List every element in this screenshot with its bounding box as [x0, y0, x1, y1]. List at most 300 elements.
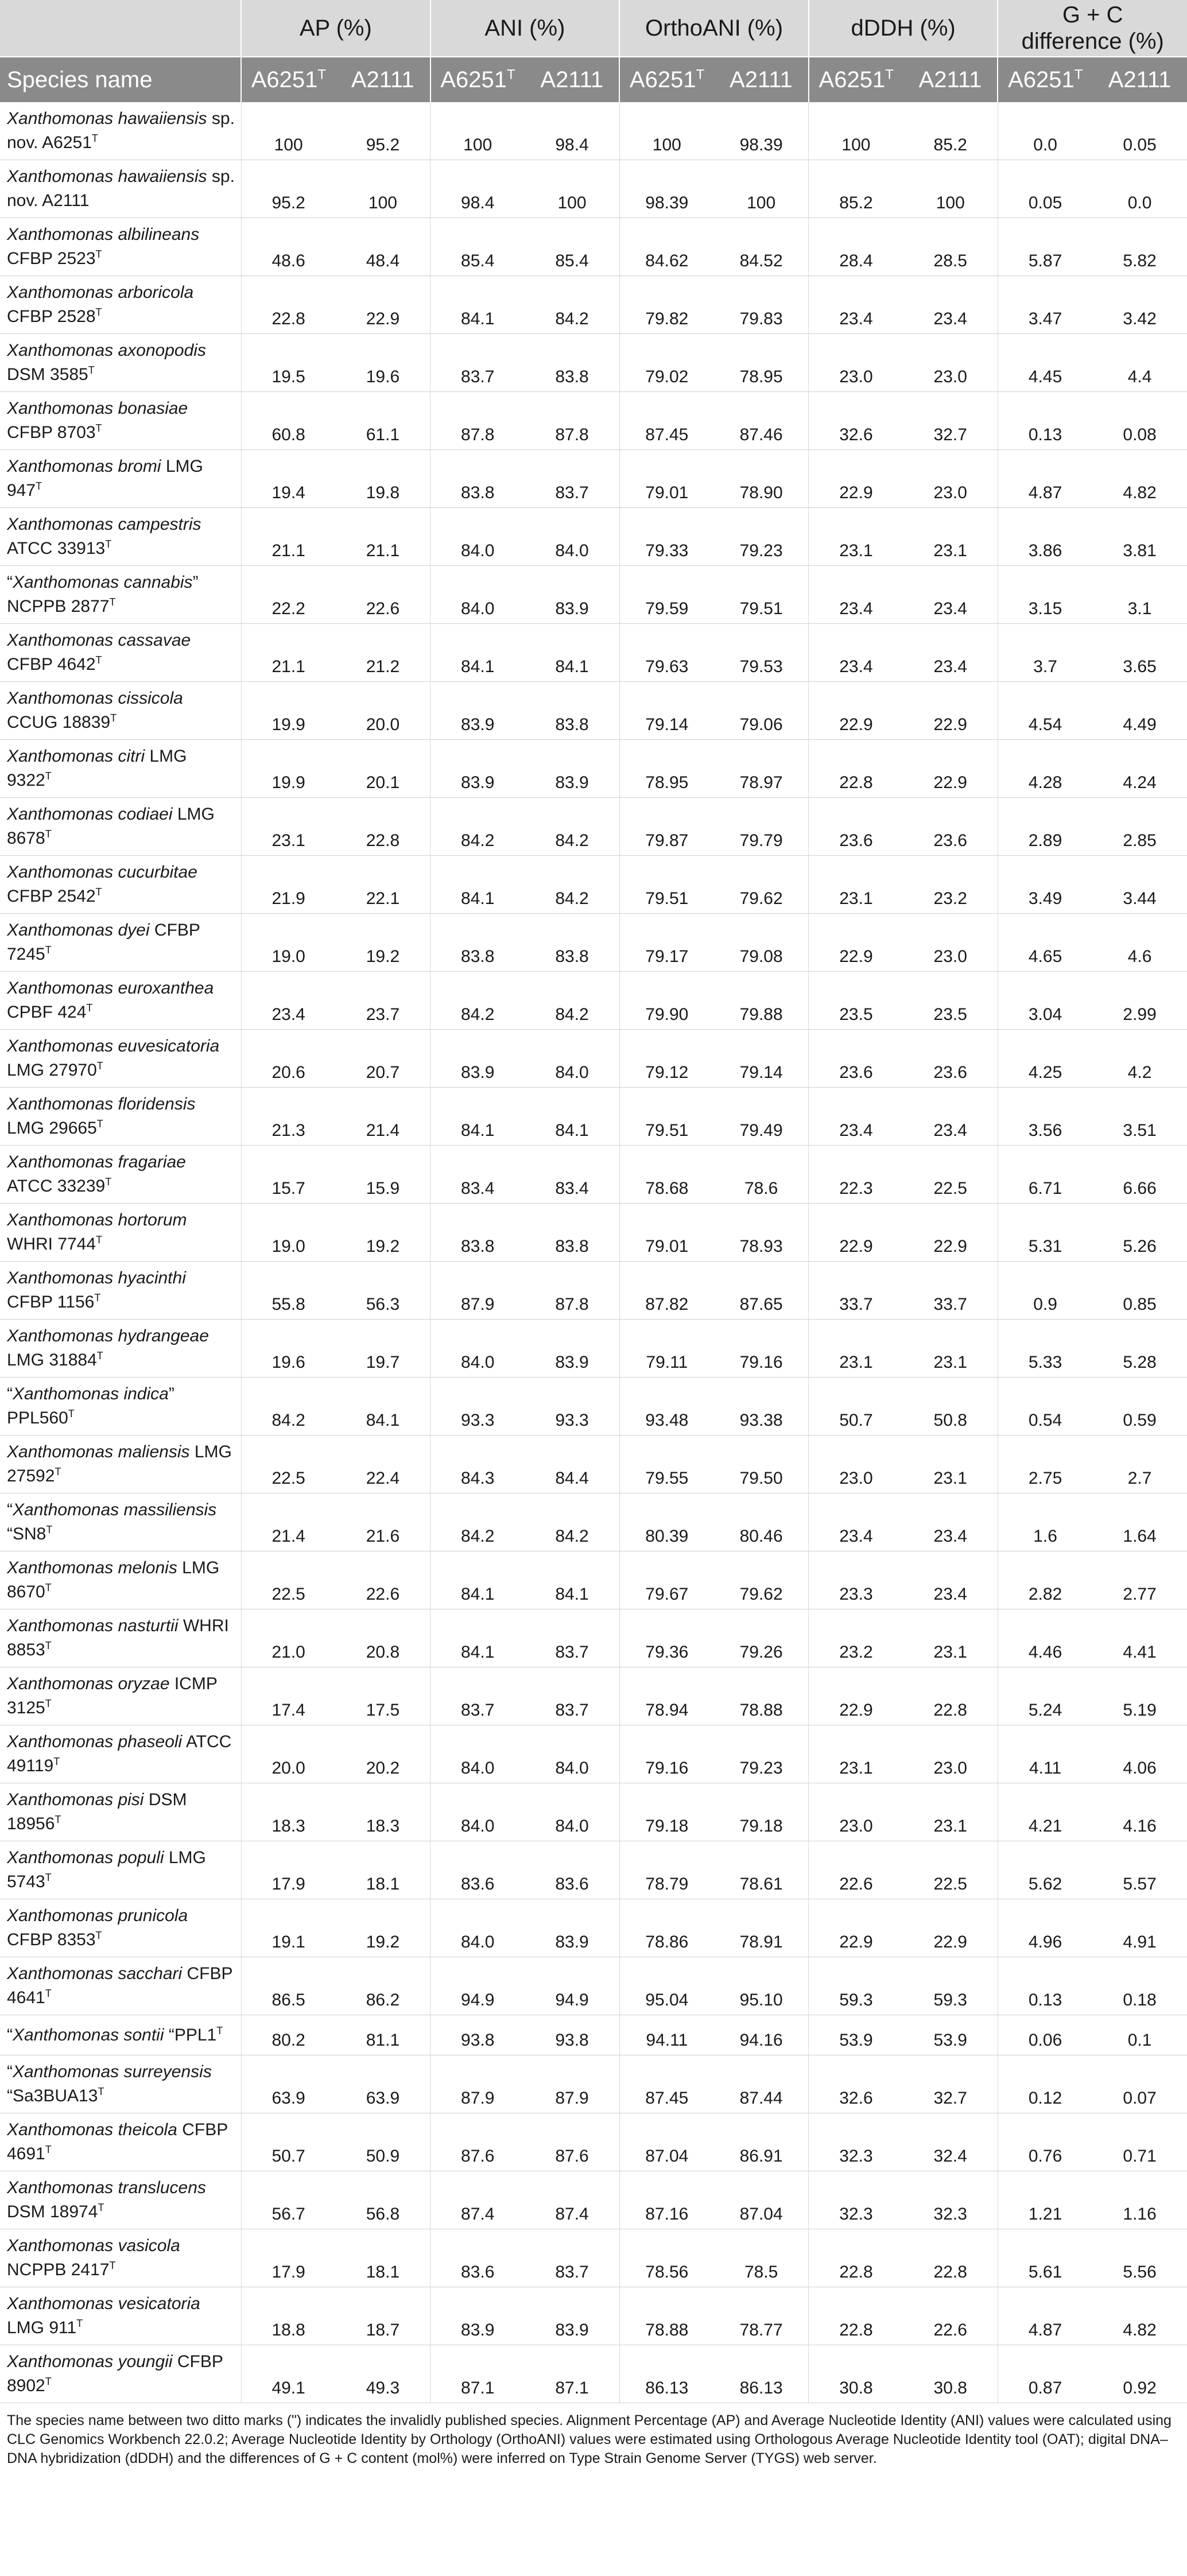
value-cell: 4.28: [998, 740, 1092, 798]
value-cell: 22.5: [903, 1841, 998, 1899]
species-name-cell: [0, 1493, 241, 1551]
species-name-cell: [0, 2171, 241, 2229]
value-cell: 19.0: [241, 914, 336, 972]
value-cell: 83.9: [430, 682, 525, 740]
value-cell: 79.16: [619, 1725, 714, 1783]
value-cell: 19.2: [336, 1899, 430, 1957]
value-cell: 87.8: [430, 392, 525, 450]
species-name: Xanthomonas oryzae: [7, 1674, 170, 1693]
value-cell: 21.0: [241, 1609, 336, 1667]
value-cell: 83.8: [525, 1204, 619, 1262]
value-cell: 3.47: [998, 276, 1092, 334]
value-cell: 20.6: [241, 1030, 336, 1088]
value-cell: 23.0: [903, 450, 998, 508]
value-cell: 53.9: [903, 2015, 998, 2055]
value-cell: 83.9: [525, 2287, 619, 2345]
species-name-cell: [0, 2287, 241, 2345]
value-cell: 84.62: [619, 218, 714, 276]
value-cell: 21.1: [336, 508, 430, 566]
value-cell: 79.18: [714, 1783, 809, 1841]
value-cell: 84.2: [525, 798, 619, 856]
value-cell: 22.6: [336, 566, 430, 624]
value-cell: 78.97: [714, 740, 809, 798]
type-strain-mark: T: [91, 133, 98, 144]
type-strain-mark: T: [76, 2318, 83, 2329]
species-name-cell: [0, 218, 241, 276]
strain-id: ” PPL560: [7, 1384, 174, 1427]
value-cell: 22.9: [903, 682, 998, 740]
value-cell: 20.0: [241, 1725, 336, 1783]
value-cell: 19.4: [241, 450, 336, 508]
sub-header-label: A2111: [730, 67, 793, 92]
value-cell: 5.19: [1092, 1667, 1187, 1725]
table-row: [0, 1841, 1187, 1899]
value-cell: 30.8: [903, 2345, 998, 2403]
value-cell: 84.1: [430, 856, 525, 914]
value-cell: 19.6: [241, 1320, 336, 1378]
value-cell: 83.4: [525, 1146, 619, 1204]
sub-header-label: A6251: [629, 67, 696, 92]
value-cell: 21.1: [241, 624, 336, 682]
table-row: [0, 740, 1187, 798]
type-strain-mark: T: [96, 1350, 103, 1361]
species-name: Xanthomonas pisi: [7, 1790, 144, 1809]
strain-id: ATCC 33913: [7, 539, 106, 558]
value-cell: 87.1: [430, 2345, 525, 2403]
strain-id: WHRI 8853: [7, 1616, 229, 1659]
value-cell: 86.5: [241, 1957, 336, 2015]
type-strain-mark: T: [45, 1582, 52, 1593]
value-cell: 17.9: [241, 2229, 336, 2287]
value-cell: 79.62: [714, 1551, 809, 1609]
table-footnote: The species name between two ditto marks (") indicates the invalidly published species. Alignment Percentage (AP) and Average Nucleotide Identity (ANI) values were calculated using CLC Genomics Workbench 22.0.2; Average Nucleotide Identity by Orthology (OrthoANI) values were estimated using Orthologous Average Nucleotide Identity tool (OAT); digital DNA–DNA hybridization (dDDH) and the differences of G + C content (mol%) were inferred on Type Strain Genome Server (TYGS) web server.: [7, 2412, 1172, 2466]
value-cell: 28.4: [809, 218, 903, 276]
value-cell: 79.01: [619, 450, 714, 508]
value-cell: 3.7: [998, 624, 1092, 682]
value-cell: 32.4: [903, 2113, 998, 2171]
value-cell: 79.67: [619, 1551, 714, 1609]
sub-header-label: A2111: [918, 67, 982, 92]
value-cell: 23.4: [903, 1551, 998, 1609]
value-cell: 83.9: [525, 1320, 619, 1378]
value-cell: 94.16: [714, 2015, 809, 2055]
type-strain-mark: T: [53, 1756, 60, 1767]
value-cell: 22.9: [809, 450, 903, 508]
value-cell: 4.11: [998, 1725, 1092, 1783]
value-cell: 79.23: [714, 1725, 809, 1783]
value-cell: 0.07: [1092, 2055, 1187, 2113]
table-row: [0, 2345, 1187, 2403]
strain-id: LMG 8670: [7, 1558, 220, 1601]
species-name: Xanthomonas hawaiiensis: [7, 109, 207, 128]
value-cell: 63.9: [336, 2055, 430, 2113]
type-strain-mark: T: [98, 2086, 104, 2097]
value-cell: 100: [809, 102, 903, 160]
value-cell: 84.2: [525, 972, 619, 1030]
value-cell: 60.8: [241, 392, 336, 450]
value-cell: 84.1: [430, 1609, 525, 1667]
value-cell: 84.2: [525, 1493, 619, 1551]
strain-id: DSM 18956: [7, 1790, 187, 1833]
value-cell: 94.9: [525, 1957, 619, 2015]
value-cell: 84.0: [430, 1899, 525, 1957]
value-cell: 3.1: [1092, 566, 1187, 624]
species-name-cell: [0, 914, 241, 972]
value-cell: 19.9: [241, 682, 336, 740]
value-cell: 59.3: [903, 1957, 998, 2015]
strain-id: WHRI 7744: [7, 1235, 96, 1254]
value-cell: 83.6: [430, 1841, 525, 1899]
value-cell: 100: [525, 160, 619, 218]
strain-id: LMG 29665: [7, 1119, 97, 1138]
value-cell: 0.06: [998, 2015, 1092, 2055]
sub-header-a6251: [241, 57, 336, 102]
table-row: [0, 1783, 1187, 1841]
value-cell: 86.91: [714, 2113, 809, 2171]
value-cell: 100: [714, 160, 809, 218]
value-cell: 4.45: [998, 334, 1092, 392]
strain-id: “PPL1: [164, 2025, 217, 2044]
value-cell: 56.8: [336, 2171, 430, 2229]
value-cell: 83.7: [525, 450, 619, 508]
value-cell: 20.8: [336, 1609, 430, 1667]
value-cell: 17.9: [241, 1841, 336, 1899]
strain-id: LMG 27970: [7, 1061, 97, 1080]
value-cell: 5.33: [998, 1320, 1092, 1378]
value-cell: 32.7: [903, 2055, 998, 2113]
value-cell: 79.14: [714, 1030, 809, 1088]
value-cell: 87.65: [714, 1262, 809, 1320]
value-cell: 83.8: [525, 334, 619, 392]
value-cell: 78.88: [619, 2287, 714, 2345]
value-cell: 79.90: [619, 972, 714, 1030]
value-cell: 87.4: [430, 2171, 525, 2229]
table-row: [0, 798, 1187, 856]
value-cell: 5.26: [1092, 1204, 1187, 1262]
value-cell: 23.4: [809, 276, 903, 334]
value-cell: 22.9: [336, 276, 430, 334]
value-cell: 95.10: [714, 1957, 809, 2015]
value-cell: 23.4: [903, 1493, 998, 1551]
value-cell: 84.2: [525, 276, 619, 334]
value-cell: 83.8: [430, 1204, 525, 1262]
value-cell: 22.9: [809, 1899, 903, 1957]
species-name: Xanthomonas sontii: [13, 2025, 164, 2044]
value-cell: 83.9: [430, 1030, 525, 1088]
value-cell: 33.7: [809, 1262, 903, 1320]
value-cell: 84.4: [525, 1436, 619, 1493]
ditto-mark: “: [7, 2062, 13, 2081]
value-cell: 84.1: [525, 624, 619, 682]
strain-id: CFBP 8703: [7, 423, 96, 442]
value-cell: 22.6: [336, 1551, 430, 1609]
strain-id: CFBP 2523: [7, 249, 96, 268]
value-cell: 22.8: [809, 2229, 903, 2287]
value-cell: 56.3: [336, 1262, 430, 1320]
value-cell: 19.6: [336, 334, 430, 392]
table-row: [0, 1609, 1187, 1667]
value-cell: 23.6: [809, 1030, 903, 1088]
strain-id: DSM 3585: [7, 365, 88, 384]
value-cell: 19.9: [241, 740, 336, 798]
value-cell: 22.3: [809, 1146, 903, 1204]
value-cell: 94.11: [619, 2015, 714, 2055]
table-row: [0, 2171, 1187, 2229]
ditto-mark: “: [7, 1384, 13, 1403]
group-header-ani: ANI (%): [430, 0, 620, 57]
value-cell: 4.82: [1092, 2287, 1187, 2345]
type-strain-mark: T: [45, 1988, 52, 1999]
value-cell: 4.91: [1092, 1899, 1187, 1957]
sub-header-a2111: [525, 57, 619, 102]
table-row: [0, 972, 1187, 1030]
value-cell: 59.3: [809, 1957, 903, 2015]
species-name: Xanthomonas bonasiae: [7, 399, 188, 418]
value-cell: 5.57: [1092, 1841, 1187, 1899]
type-strain-mark: T: [45, 1640, 52, 1651]
value-cell: 6.71: [998, 1146, 1092, 1204]
sub-header-label: A6251: [440, 67, 507, 92]
species-name-cell: [0, 1783, 241, 1841]
type-strain-mark: T: [95, 422, 102, 434]
value-cell: 50.7: [809, 1378, 903, 1436]
table-row: [0, 1262, 1187, 1320]
value-cell: 83.9: [525, 1899, 619, 1957]
value-cell: 100: [336, 160, 430, 218]
group-header-blank: [0, 0, 241, 57]
value-cell: 95.04: [619, 1957, 714, 2015]
value-cell: 0.13: [998, 392, 1092, 450]
table-row: [0, 2229, 1187, 2287]
value-cell: 84.0: [430, 508, 525, 566]
value-cell: 5.24: [998, 1667, 1092, 1725]
species-name: Xanthomonas phaseoli: [7, 1732, 183, 1751]
species-name: Xanthomonas floridensis: [7, 1095, 196, 1114]
value-cell: 79.82: [619, 276, 714, 334]
value-cell: 80.46: [714, 1493, 809, 1551]
value-cell: 78.88: [714, 1667, 809, 1725]
value-cell: 19.1: [241, 1899, 336, 1957]
value-cell: 87.8: [525, 392, 619, 450]
value-cell: 22.8: [241, 276, 336, 334]
value-cell: 5.82: [1092, 218, 1187, 276]
ditto-mark: “: [7, 2025, 13, 2044]
type-strain-mark: T: [45, 944, 52, 956]
table-row: [0, 1551, 1187, 1609]
value-cell: 79.06: [714, 682, 809, 740]
value-cell: 79.51: [619, 856, 714, 914]
sub-header-label: A6251: [1008, 67, 1074, 92]
value-cell: 83.8: [525, 914, 619, 972]
type-strain-mark: T: [96, 1118, 103, 1130]
type-strain-mark: T: [36, 480, 42, 492]
table-row: [0, 508, 1187, 566]
value-cell: 22.9: [903, 1204, 998, 1262]
value-cell: 81.1: [336, 2015, 430, 2055]
value-cell: 22.8: [903, 1667, 998, 1725]
value-cell: 4.2: [1092, 1030, 1187, 1088]
species-name-cell: [0, 2055, 241, 2113]
value-cell: 87.6: [525, 2113, 619, 2171]
value-cell: 84.0: [525, 1725, 619, 1783]
value-cell: 23.0: [809, 1436, 903, 1493]
value-cell: 100: [903, 160, 998, 218]
species-name: Xanthomonas youngii: [7, 2352, 173, 2371]
value-cell: 0.18: [1092, 1957, 1187, 2015]
type-strain-mark: T: [55, 1814, 61, 1825]
value-cell: 79.83: [714, 276, 809, 334]
value-cell: 18.3: [241, 1783, 336, 1841]
species-name: Xanthomonas albilineans: [7, 225, 200, 244]
strain-id: LMG 947: [7, 457, 203, 500]
species-name-cell: [0, 972, 241, 1030]
value-cell: 19.2: [336, 1204, 430, 1262]
value-cell: 93.8: [525, 2015, 619, 2055]
value-cell: 21.6: [336, 1493, 430, 1551]
table-row: [0, 1030, 1187, 1088]
value-cell: 98.39: [619, 160, 714, 218]
value-cell: 23.0: [903, 334, 998, 392]
value-cell: 0.05: [1092, 102, 1187, 160]
table-row: [0, 334, 1187, 392]
value-cell: 23.5: [809, 972, 903, 1030]
value-cell: 79.01: [619, 1204, 714, 1262]
sub-header-a2111: [714, 57, 809, 102]
strain-id: ICMP 3125: [7, 1674, 218, 1717]
value-cell: 18.8: [241, 2287, 336, 2345]
species-name: Xanthomonas dyei: [7, 921, 150, 940]
value-cell: 3.86: [998, 508, 1092, 566]
group-header-dddh: dDDH (%): [809, 0, 998, 57]
type-strain-mark: T: [1074, 67, 1083, 83]
type-strain-mark: T: [45, 1872, 52, 1883]
value-cell: 22.9: [809, 914, 903, 972]
species-name: Xanthomonas surreyensis: [13, 2062, 212, 2081]
species-name-cell: [0, 2015, 241, 2055]
value-cell: 30.8: [809, 2345, 903, 2403]
type-strain-mark: T: [506, 67, 515, 83]
type-strain-mark: T: [96, 1060, 103, 1072]
value-cell: 78.6: [714, 1146, 809, 1204]
value-cell: 0.08: [1092, 392, 1187, 450]
value-cell: 93.38: [714, 1378, 809, 1436]
value-cell: 5.28: [1092, 1320, 1187, 1378]
value-cell: 22.9: [903, 1899, 998, 1957]
value-cell: 4.6: [1092, 914, 1187, 972]
type-strain-mark: T: [885, 67, 894, 83]
value-cell: 19.2: [336, 914, 430, 972]
value-cell: 0.1: [1092, 2015, 1187, 2055]
value-cell: 84.2: [241, 1378, 336, 1436]
value-cell: 4.24: [1092, 740, 1187, 798]
value-cell: 100: [619, 102, 714, 160]
group-header-gc: [998, 0, 1187, 57]
value-cell: 22.4: [336, 1436, 430, 1493]
value-cell: 94.9: [430, 1957, 525, 2015]
type-strain-mark: T: [110, 712, 117, 724]
value-cell: 84.1: [430, 1088, 525, 1146]
value-cell: 86.13: [714, 2345, 809, 2403]
sub-header-a2111: [1092, 57, 1187, 102]
value-cell: 22.6: [903, 2287, 998, 2345]
value-cell: 23.0: [903, 914, 998, 972]
value-cell: 49.1: [241, 2345, 336, 2403]
table-row: [0, 1957, 1187, 2015]
value-cell: 83.8: [430, 914, 525, 972]
group-header-orthoani: OrthoANI (%): [619, 0, 809, 57]
value-cell: 23.1: [903, 1783, 998, 1841]
type-strain-mark: T: [105, 538, 112, 550]
value-cell: 87.9: [430, 1262, 525, 1320]
value-cell: 23.2: [809, 1609, 903, 1667]
value-cell: 21.2: [336, 624, 430, 682]
table-row: [0, 1436, 1187, 1493]
value-cell: 84.2: [525, 856, 619, 914]
value-cell: 17.5: [336, 1667, 430, 1725]
value-cell: 4.87: [998, 2287, 1092, 2345]
value-cell: 3.44: [1092, 856, 1187, 914]
value-cell: 23.4: [903, 276, 998, 334]
strain-id: LMG 911: [7, 2318, 77, 2337]
value-cell: 4.21: [998, 1783, 1092, 1841]
value-cell: 98.4: [430, 160, 525, 218]
value-cell: 79.51: [714, 566, 809, 624]
value-cell: 79.87: [619, 798, 714, 856]
value-cell: 98.4: [525, 102, 619, 160]
type-strain-mark: T: [88, 364, 95, 376]
value-cell: 79.17: [619, 914, 714, 972]
strain-id: “Sa3BUA13: [7, 2086, 98, 2105]
sub-header-label: A2111: [540, 67, 604, 92]
value-cell: 84.2: [430, 1493, 525, 1551]
value-cell: 84.1: [525, 1088, 619, 1146]
value-cell: 3.15: [998, 566, 1092, 624]
species-name-cell: [0, 798, 241, 856]
table-row: [0, 160, 1187, 218]
value-cell: 32.3: [903, 2171, 998, 2229]
species-name: Xanthomonas translucens: [7, 2178, 206, 2197]
value-cell: 22.9: [809, 1204, 903, 1262]
value-cell: 23.1: [809, 1725, 903, 1783]
value-cell: 19.0: [241, 1204, 336, 1262]
species-name: Xanthomonas hortorum: [7, 1211, 187, 1229]
value-cell: 23.2: [903, 856, 998, 914]
value-cell: 22.8: [809, 740, 903, 798]
strain-id: LMG 8678: [7, 805, 215, 848]
type-strain-mark: T: [95, 886, 102, 898]
sub-header-a6251: [998, 57, 1092, 102]
value-cell: 2.89: [998, 798, 1092, 856]
value-cell: 79.88: [714, 972, 809, 1030]
value-cell: 93.3: [525, 1378, 619, 1436]
table-body: [0, 102, 1187, 2403]
value-cell: 100: [241, 102, 336, 160]
table-row: [0, 1378, 1187, 1436]
value-cell: 32.3: [809, 2113, 903, 2171]
species-name-cell: [0, 334, 241, 392]
value-cell: 23.0: [809, 334, 903, 392]
value-cell: 4.82: [1092, 450, 1187, 508]
value-cell: 83.7: [430, 334, 525, 392]
value-cell: 87.9: [525, 2055, 619, 2113]
value-cell: 17.4: [241, 1667, 336, 1725]
value-cell: 32.3: [809, 2171, 903, 2229]
table-row: [0, 1146, 1187, 1204]
value-cell: 4.54: [998, 682, 1092, 740]
value-cell: 2.77: [1092, 1551, 1187, 1609]
table-row: [0, 2287, 1187, 2345]
value-cell: 48.4: [336, 218, 430, 276]
